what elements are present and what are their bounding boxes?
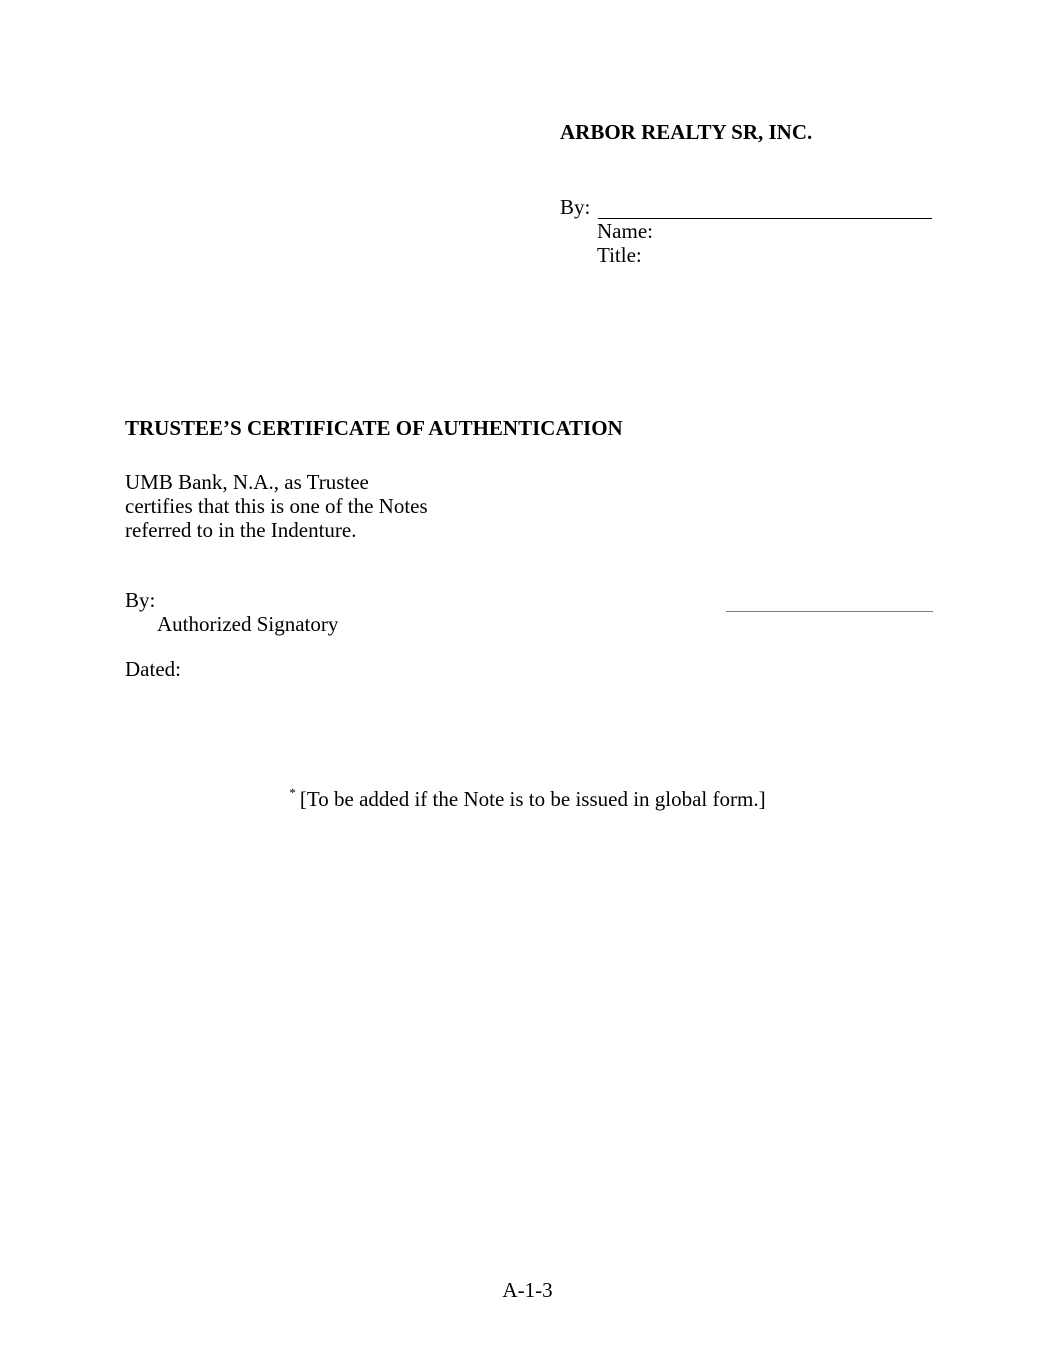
footnote — [0, 781, 1055, 811]
dated-label: Dated: — [125, 657, 181, 681]
trustee-by-row — [125, 588, 933, 612]
trustee-body-line-3: referred to in the Indenture. — [125, 518, 357, 542]
company-signature-line[interactable] — [598, 197, 932, 219]
trustee-by-label: By: — [125, 588, 156, 612]
company-name-heading: ARBOR REALTY SR, INC. — [560, 120, 813, 144]
trustee-certificate-heading: TRUSTEE’S CERTIFICATE OF AUTHENTICATION — [125, 416, 623, 440]
footnote-text: [To be added if the Note is to be issued in global form.] — [299, 787, 766, 811]
company-title-field-label: Title: — [597, 243, 642, 267]
company-signature-block — [560, 120, 932, 267]
authorized-signatory-label: Authorized Signatory — [157, 612, 339, 636]
company-by-row — [560, 195, 932, 219]
company-by-label: By: — [560, 195, 591, 219]
trustee-body-line-1: UMB Bank, N.A., as Trustee — [125, 470, 369, 494]
trustee-body-line-2: certifies that this is one of the Notes — [125, 494, 428, 518]
trustee-certificate-block — [125, 416, 933, 681]
trustee-signature-line[interactable] — [726, 590, 933, 612]
footnote-asterisk-marker: * — [289, 785, 296, 800]
trustee-certificate-body — [125, 470, 933, 542]
company-name-field-label: Name: — [597, 219, 653, 243]
page-number: A-1-3 — [502, 1278, 553, 1302]
